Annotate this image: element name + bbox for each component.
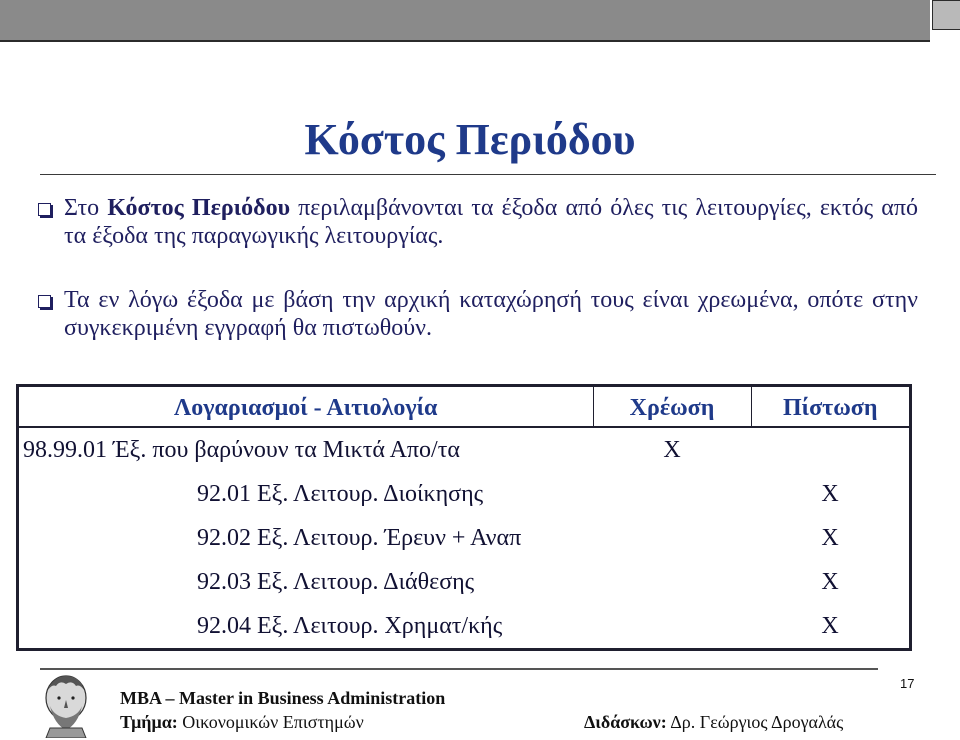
title-divider <box>40 174 936 175</box>
checkbox-bullet-icon <box>38 203 51 216</box>
row-credit: Χ <box>821 612 839 639</box>
row-credit: Χ <box>821 568 839 595</box>
slide-title: Κόστος Περιόδου <box>304 115 636 164</box>
footer-department: Τμήμα: Οικονομικών Επιστημών <box>120 712 364 732</box>
table-row <box>18 472 911 516</box>
philosopher-bust-logo-icon <box>36 672 96 738</box>
row-debit <box>593 516 751 560</box>
header-debit: Χρέωση <box>593 386 751 428</box>
top-corner-square <box>932 0 960 30</box>
row-account: 92.01 Εξ. Λειτουρ. Διοίκησης <box>197 480 484 507</box>
row-credit: Χ <box>821 480 839 507</box>
table-header-row <box>18 386 911 428</box>
row-credit <box>751 427 911 472</box>
footer-teacher: Διδάσκων: Δρ. Γεώργιος Δρογαλάς <box>584 712 844 732</box>
row-account: 92.03 Εξ. Λειτουρ. Διάθεσης <box>197 568 475 595</box>
top-band <box>0 0 930 42</box>
table-row <box>18 516 911 560</box>
header-credit: Πίστωση <box>751 386 911 428</box>
table-row <box>18 604 911 650</box>
table-row <box>18 560 911 604</box>
table-row <box>18 427 911 472</box>
row-debit: Χ <box>593 427 751 472</box>
bullet-item-1 <box>38 194 918 250</box>
checkbox-bullet-icon <box>38 295 51 308</box>
journal-entry-table <box>16 384 912 651</box>
row-account: 92.04 Εξ. Λειτουρ. Χρηματ/κής <box>197 612 503 639</box>
header-accounts: Λογαριασμοί - Αιτιολογία <box>18 386 594 428</box>
bullet-text-1: Στο Κόστος Περιόδου περιλαμβάνονται τα έξοδα από όλες τις λειτουργίες, εκτός από τα έξοδα της παραγωγικής λειτουργίας. <box>64 195 918 249</box>
row-account: 98.99.01 Έξ. που βαρύνουν τα Μικτά Απο/τα <box>18 427 594 472</box>
row-debit <box>593 560 751 604</box>
bullet-item-2 <box>38 286 918 342</box>
top-decorative-bar <box>0 0 960 44</box>
footer-divider <box>40 668 878 670</box>
page-number: 17 <box>900 676 915 691</box>
footer-program: MBA – Master in Business Administration <box>120 688 446 708</box>
row-credit: Χ <box>821 524 839 551</box>
bullet-bold-term: Κόστος Περιόδου <box>107 195 291 221</box>
row-account: 92.02 Εξ. Λειτουρ. Έρευν + Αναπ <box>197 524 522 551</box>
bullet-text-2: Τα εν λόγω έξοδα με βάση την αρχική καταχώρησή τους είναι χρεωμένα, οπότε στην συγκεκριμένη εγγραφή θα πιστωθούν. <box>64 287 918 341</box>
row-debit <box>593 472 751 516</box>
row-debit <box>593 604 751 650</box>
